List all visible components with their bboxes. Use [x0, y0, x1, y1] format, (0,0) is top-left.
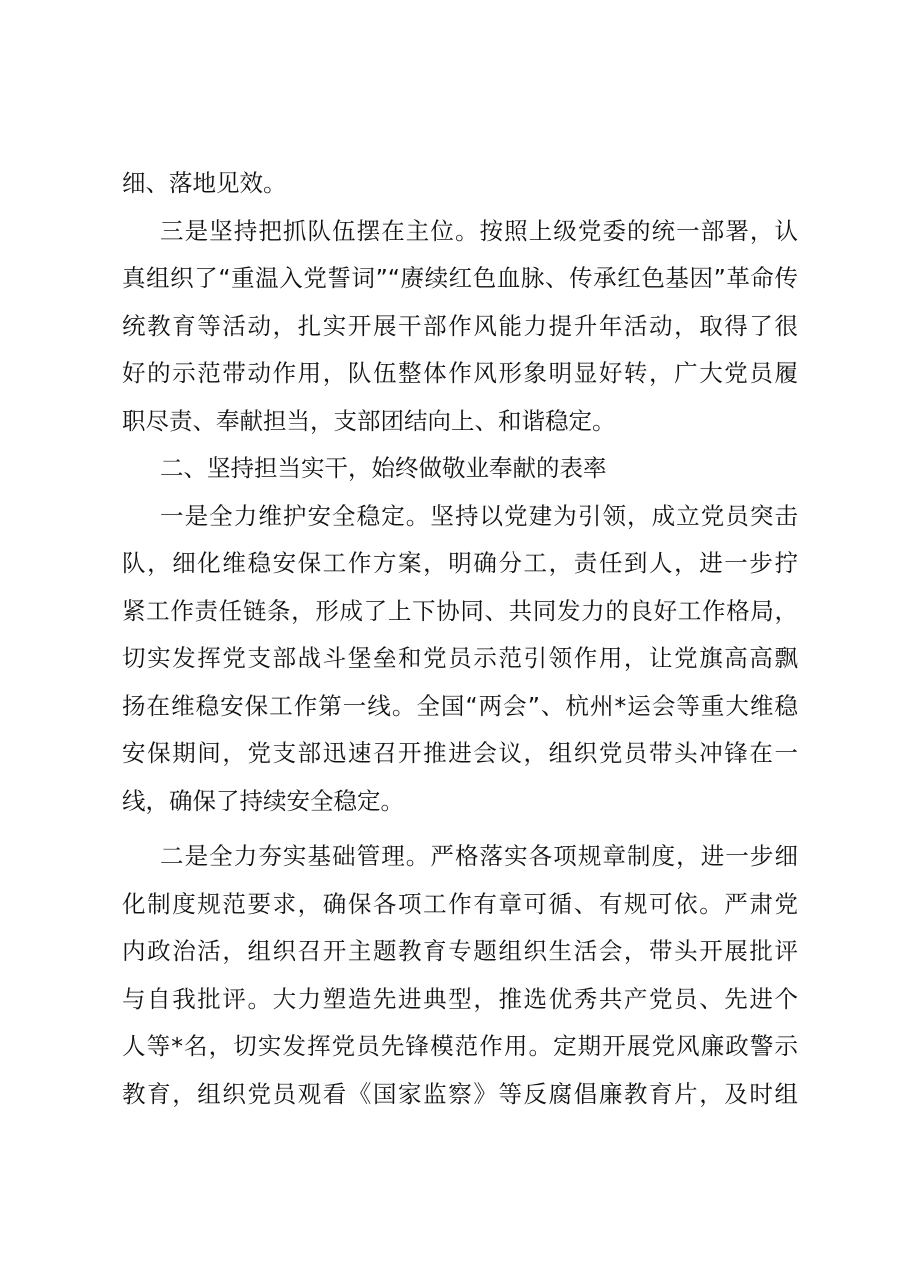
paragraph-line: 细、落地见效。 — [122, 169, 287, 197]
paragraph-line: 队，细化维稳安保工作方案，明确分工，责任到人，进一步拧 — [122, 549, 798, 577]
paragraph-line: 化制度规范要求，确保各项工作有章可循、有规可依。严肃党 — [122, 889, 798, 918]
paragraph-line: 人等*名，切实发挥党员先锋模范作用。定期开展党风廉政警示 — [122, 1032, 798, 1060]
paragraph-line: 二是全力夯实基础管理。严格落实各项规章制度，进一步细 — [160, 842, 798, 870]
paragraph-line: 安保期间，党支部迅速召开推进会议，组织党员带头冲锋在一 — [122, 739, 798, 767]
paragraph-line: 统教育等活动，扎实开展干部作风能力提升年活动，取得了很 — [122, 311, 798, 340]
paragraph-line: 好的示范带动作用，队伍整体作风形象明显好转，广大党员履 — [122, 359, 798, 387]
paragraph-line: 切实发挥党支部战斗堡垒和党员示范引领作用，让党旗高高飘 — [122, 644, 798, 672]
paragraph-line: 与自我批评。大力塑造先进典型，推选优秀共产党员、先进个 — [122, 984, 798, 1013]
section-heading: 二、坚持担当实干，始终做敬业奉献的表率 — [160, 454, 607, 482]
paragraph-line: 内政治活，组织召开主题教育专题组织生活会，带头开展批评 — [122, 937, 798, 965]
paragraph-line: 扬在维稳安保工作第一线。全国“两会”、杭州*运会等重大维稳 — [122, 691, 798, 720]
paragraph-line: 紧工作责任链条，形成了上下协同、共同发力的良好工作格局， — [122, 596, 798, 625]
paragraph-line: 教育，组织党员观看《国家监察》等反腐倡廉教育片，及时组 — [122, 1079, 798, 1108]
paragraph-line: 三是坚持把抓队伍摆在主位。按照上级党委的统一部署，认 — [160, 216, 798, 245]
paragraph-line: 线，确保了持续安全稳定。 — [122, 786, 404, 815]
document-body — [122, 160, 798, 1118]
paragraph-line: 一是全力维护安全稳定。坚持以党建为引领，成立党员突击 — [160, 501, 798, 530]
paragraph-line: 职尽责、奉献担当，支部团结向上、和谐稳定。 — [122, 406, 616, 435]
paragraph-line: 真组织了“重温入党誓词”“赓续红色血脉、传承红色基因”革命传 — [122, 264, 798, 292]
